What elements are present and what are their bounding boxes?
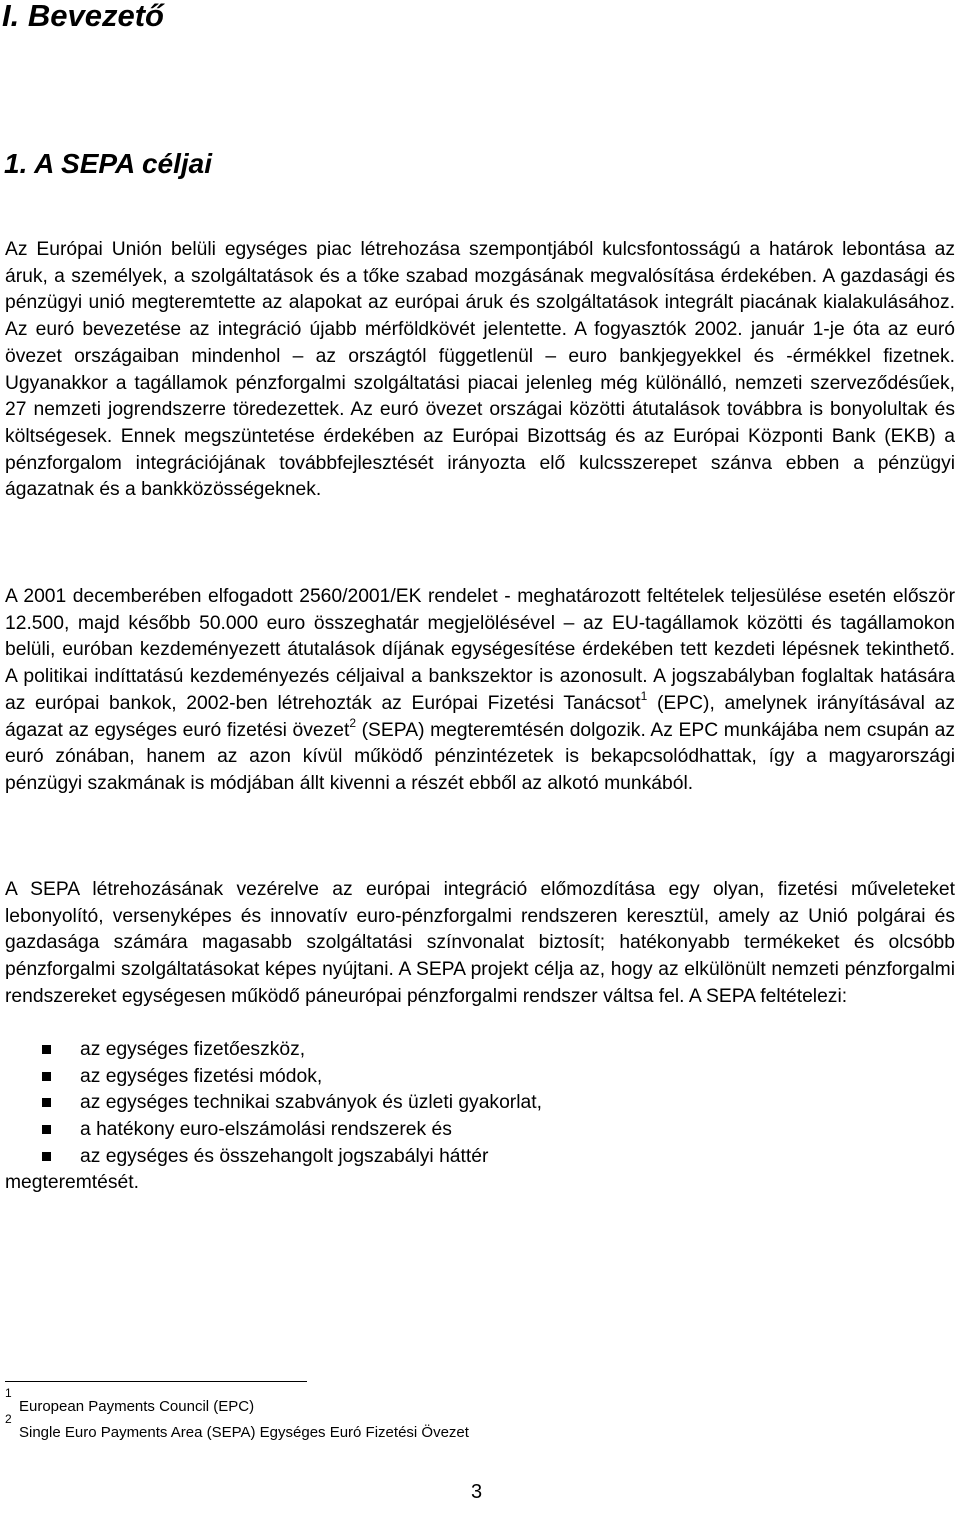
paragraph-regulation-text-2: (EPC), amelynek irányításával az ágazat az egységes euró fizetési övezet xyxy=(5,692,955,741)
paragraph-regulation-text-3: (SEPA) megteremtésén dolgozik. Az EPC munkájába nem csupán az euró zónában, hanem az azon kívül működő pénzintézetek is bekapcsolódhattak, így a magyarországi pénzügyi szakmának is módjában állt kivenni a részét ebből az alkotó munkából. xyxy=(5,719,955,794)
paragraph-sepa-goals: A SEPA létrehozásának vezérelve az európai integráció előmozdítása egy olyan, fizetési műveleteket lebonyolító, versenyképes és innovatív euro-pénzforgalmi rendszeren keresztül, amely az Unió polgárai és gazdasága számára magasabb szolgáltatási színvonalat biztosít; hatékonyabb termékeket és olcsóbb pénzforgalmi szolgáltatásokat képes nyújtani. A SEPA projekt célja az, hogy az elkülönült nemzeti pénzforgalmi rendszereket egységesen működő páneurópai pénzforgalmi rendszer váltsa fel. A SEPA feltételezi: xyxy=(5,879,955,1007)
chapter-title: I. Bevezető xyxy=(2,0,164,33)
paragraph-regulation xyxy=(5,584,955,798)
footnote-mark: 1 xyxy=(5,1386,12,1400)
section-title: 1. A SEPA céljai xyxy=(4,148,213,179)
paragraph-closing: megteremtését. xyxy=(5,1172,139,1193)
footnote-reference-2: 2 xyxy=(349,715,357,730)
footnote-separator xyxy=(5,1381,307,1382)
list-item xyxy=(5,1064,955,1091)
list-item-text: a hatékony euro-elszámolási rendszerek és xyxy=(80,1119,452,1141)
list-item-text: az egységes fizetőeszköz, xyxy=(80,1039,306,1060)
list-item xyxy=(5,1117,955,1144)
list-item-text: az egységes és összehangolt jogszabályi háttér xyxy=(80,1145,489,1167)
square-bullet-icon xyxy=(42,1072,51,1081)
list-item xyxy=(5,1037,955,1064)
footnote-text: Single Euro Payments Area (SEPA) Egységes Euró Fizetési Övezet xyxy=(19,1424,469,1441)
paragraph-intro: Az Európai Unión belüli egységes piac létrehozása szempontjából kulcsfontosságú a határok lebontása az áruk, a személyek, a szolgáltatások és a tőke szabad mozgásának megvalósítása érdekében. A gazdasági és pénzügyi unió megteremtette az alapokat az európai áruk és szolgáltatások integrált piacának kialakulásához. Az euró bevezetése az integráció újabb mérföldkövét jelentette. A fogyasztók 2002. január 1-je óta az euró övezet országaiban mindenhol – az országtól függetlenül – euro bankjegyekkel és -érmékkel fizetnek. Ugyanakkor a tagállamok pénzforgalmi szolgáltatási piacai jelenleg még különálló, nemzeti szerveződésűek, 27 nemzeti jogrendszerre töredezettek. Az euró övezet országai közötti átutalások továbbra is bonyolultak és költségesek. Ennek megszüntetése érdekében az Európai Bizottság és az Európai Központi Bank (EKB) a pénzforgalom integrációjának továbbfejlesztését irányozta elő kulcsszerepet szánva ebben a pénzügyi ágazatnak és a bankközösségeknek. xyxy=(5,239,955,501)
paragraph-regulation-text-1: A 2001 decemberében elfogadott 2560/2001/EK rendelet - meghatározott feltételek teljesülése esetén először 12.500, majd később 50.000 euro összeghatár megjelölésével – az EU-tagállamok közötti és tagállamokon belüli, euróban kezdeményezett átutalások díjának egységesítése érdekében tett kezdeti lépésnek tekinthető. A politikai indíttatású kezdeményezés céljaival a bankszektor is azonosult. A jogszabályban foglaltak hatására az európai bankok, 2002-ben létrehozták az Európai Fizetési Tanácsot xyxy=(5,586,955,714)
square-bullet-icon xyxy=(42,1098,51,1107)
list-item-text: az egységes fizetési módok, xyxy=(80,1065,323,1087)
page-number: 3 xyxy=(471,1481,483,1503)
list-item xyxy=(5,1144,955,1171)
square-bullet-icon xyxy=(42,1125,51,1134)
footnote-reference-1: 1 xyxy=(640,688,648,703)
list-item-text: az egységes technikai szabványok és üzleti gyakorlat, xyxy=(80,1092,542,1114)
square-bullet-icon xyxy=(42,1045,51,1054)
square-bullet-icon xyxy=(42,1152,51,1161)
footnote-mark: 2 xyxy=(5,1412,12,1426)
list-item xyxy=(5,1090,955,1117)
footnote-text: European Payments Council (EPC) xyxy=(19,1398,255,1415)
sepa-requirements-list xyxy=(5,1037,955,1171)
